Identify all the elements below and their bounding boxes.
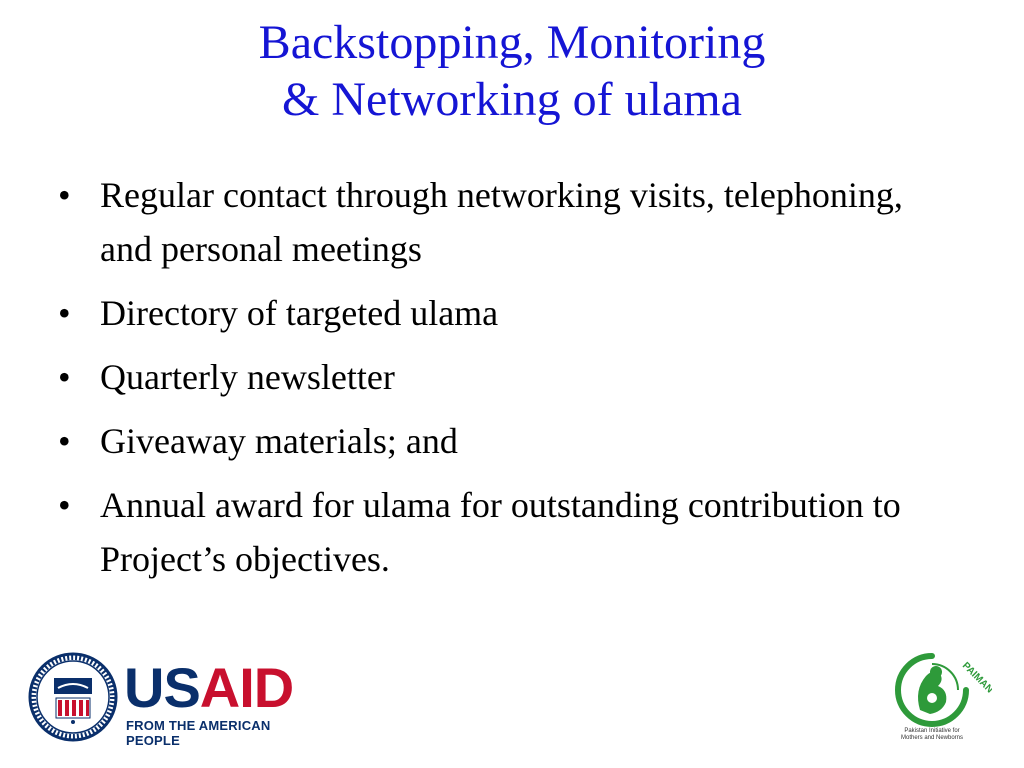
slide-title-line-2: & Networking of ulama <box>282 73 742 126</box>
paiman-caption <box>892 728 972 742</box>
paiman-emblem-icon <box>892 650 992 730</box>
usaid-seal-icon <box>28 652 118 742</box>
paiman-caption-line-1: Pakistan Initiative for <box>904 728 960 734</box>
usaid-wordmark-aid: AID <box>199 656 294 719</box>
paiman-caption-line-2: Mothers and Newborns <box>900 735 964 741</box>
usaid-wordmark-us: US <box>124 656 200 719</box>
usaid-logo <box>28 652 328 748</box>
usaid-tagline: FROM THE AMERICAN PEOPLE <box>126 718 271 748</box>
slide-title-line-1: Backstopping, Monitoring <box>258 16 766 69</box>
bullet-item-annual-award: • Annual award for ulama for outstanding contribution to Project’s objectives. <box>58 478 958 586</box>
slide-title <box>0 14 1024 128</box>
bullet-item-giveaway: • Giveaway materials; and <box>58 414 958 468</box>
bullet-item-newsletter: • Quarterly newsletter <box>58 350 958 404</box>
bullet-list <box>58 168 958 596</box>
usaid-wordmark <box>124 658 293 718</box>
bullet-item-regular-contact: • Regular contact through networking visits, telephoning, and personal meetings <box>58 168 958 276</box>
bullet-item-directory: • Directory of targeted ulama <box>58 286 958 340</box>
paiman-logo <box>892 650 992 750</box>
paiman-name: PAIMAN <box>959 660 992 696</box>
